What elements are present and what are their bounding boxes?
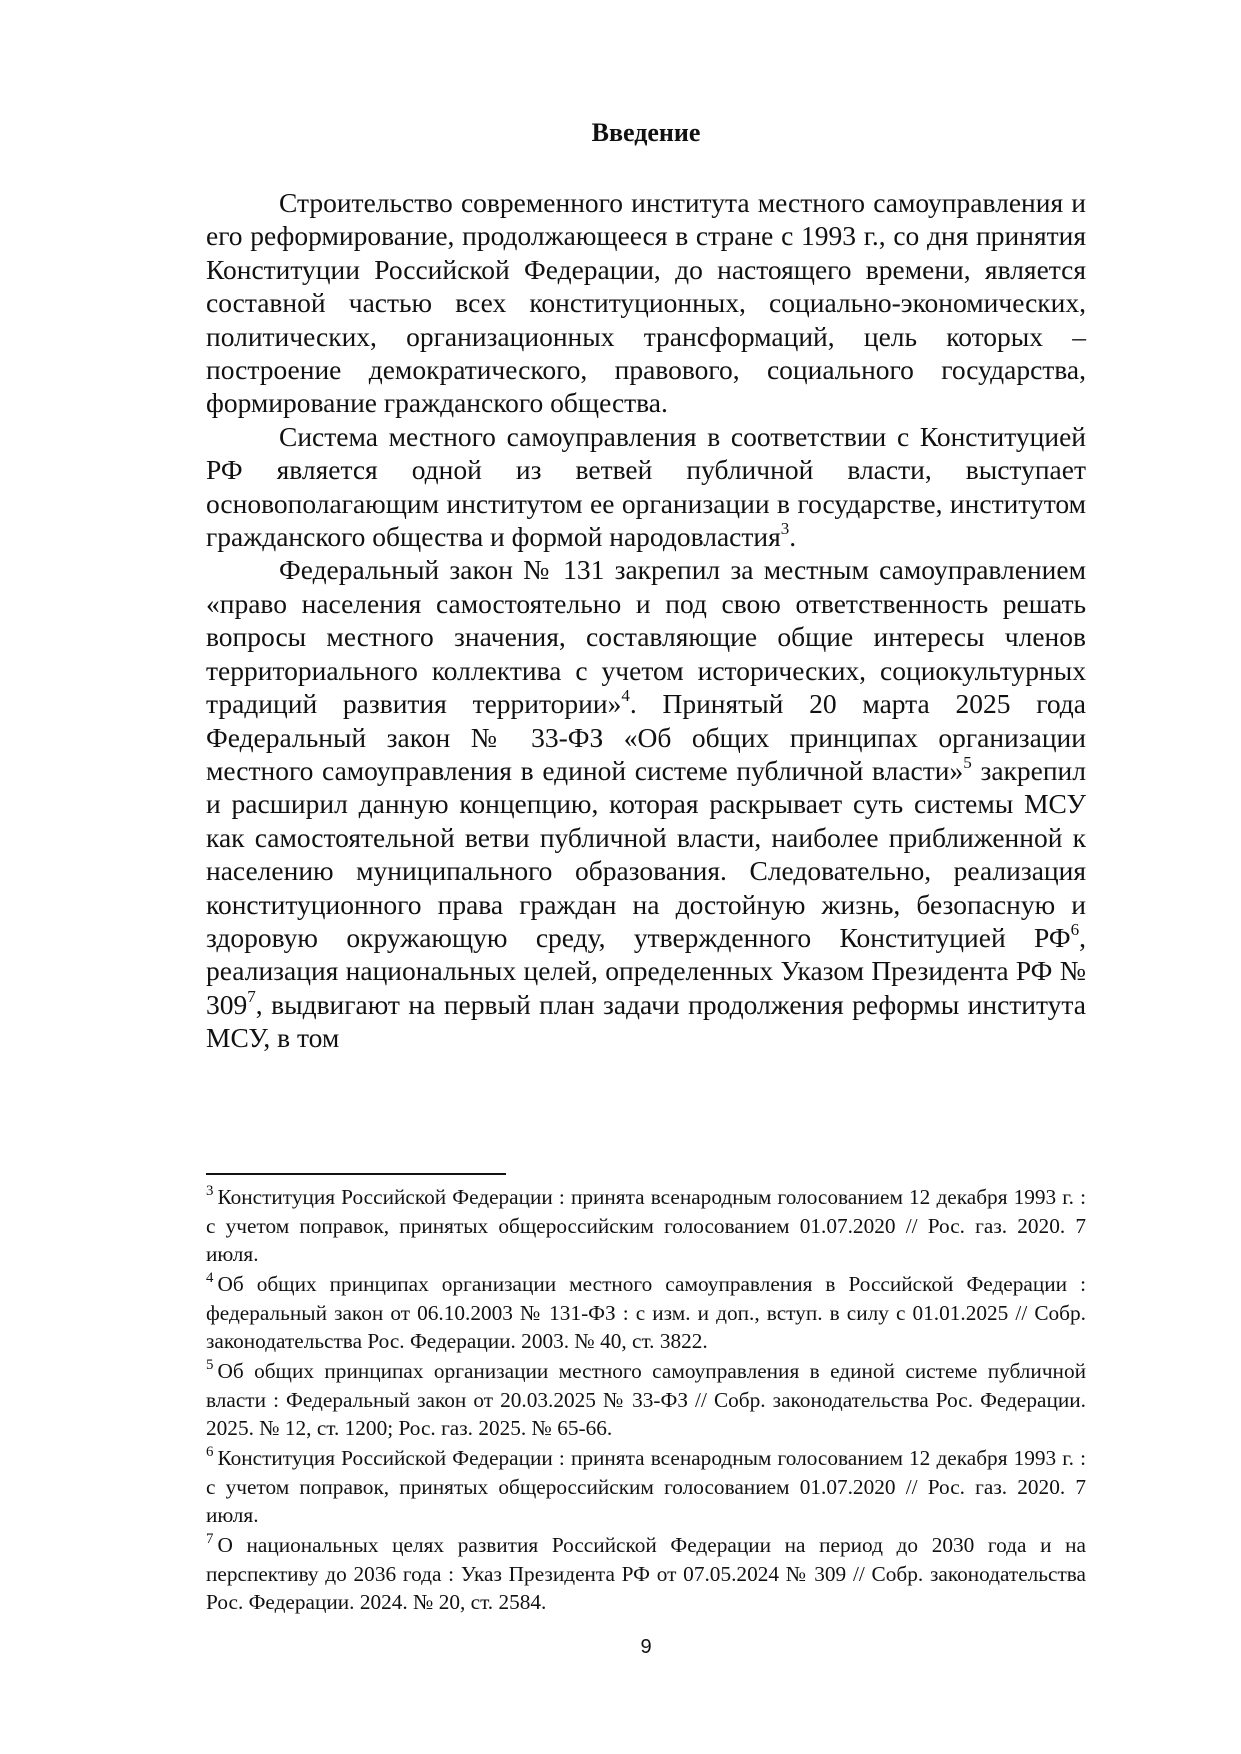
footnotes	[206, 1183, 1086, 1618]
footnote-number: 6	[206, 1443, 214, 1460]
footnote-7	[206, 1531, 1086, 1617]
footnote-6	[206, 1444, 1086, 1530]
footnote-number: 3	[206, 1182, 214, 1199]
footnote-text: О национальных целях развития Российской Федерации на период до 2030 года и на перспективу до 2036 года : Указ Президента РФ от 07.05.2024 № 309 // Собр. законодательства Рос. Федерации. 2024. № 20, ст. 2584.	[206, 1533, 1086, 1614]
footnote-text: Конституция Российской Федерации : принята всенародным голосованием 12 декабря 1993 г. : с учетом поправок, принятых общероссийским голосованием 01.07.2020 // Рос. газ. 2020. 7 июля.	[206, 1446, 1086, 1527]
footnote-text: Конституция Российской Федерации : принята всенародным голосованием 12 декабря 1993 г. : с учетом поправок, принятых общероссийским голосованием 01.07.2020 // Рос. газ. 2020. 7 июля.	[206, 1185, 1086, 1266]
footnote-ref-4: 4	[621, 685, 630, 705]
footnote-text: Об общих принципах организации местного самоуправления в Российской Федерации : федеральный закон от 06.10.2003 № 131-ФЗ : с изм. и доп., вступ. в силу с 01.01.2025 // Собр. законодательства Рос. Федерации. 2003. № 40, ст. 3822.	[206, 1272, 1086, 1353]
paragraph-3-text-a: Федеральный закон № 131 закрепил за местным самоуправлением «право населения самостоятельно и под свою ответственность решать вопросы местного значения, составляющие общие интересы членов территориального коллектива с учетом исторических, социокультурных традиций развития территории»	[206, 554, 1086, 720]
footnote-number: 5	[206, 1356, 214, 1373]
paragraph-2-text-a: Система местного самоуправления в соответствии с Конституцией РФ является одной из ветвей публичной власти, выступает основополагающим институтом ее организации в государстве, институтом гражданского общества и формой народовластия	[206, 420, 1086, 553]
paragraph-3-text-e: , выдвигают на первый план задачи продолжения реформы института МСУ, в том	[206, 988, 1086, 1054]
footnote-ref-3: 3	[780, 518, 790, 538]
paragraph-2	[206, 420, 1086, 554]
footnote-number: 7	[206, 1530, 214, 1547]
section-heading: Введение	[591, 118, 701, 147]
footnote-ref-5: 5	[963, 752, 972, 772]
footnote-number: 4	[206, 1269, 214, 1286]
paragraph-3-text-b: . Принятый 20 марта 2025 года Федеральный закон № 33-ФЗ «Об общих принципах организации местного самоуправления в единой системе публичной власти»	[206, 688, 1086, 786]
paragraph-3	[206, 553, 1086, 1054]
footnote-4	[206, 1270, 1086, 1356]
body-text	[206, 186, 1086, 1055]
document-page	[206, 0, 1086, 1754]
footnote-ref-6: 6	[1070, 919, 1080, 939]
paragraph-3-text-c: закрепил и расширил данную концепцию, которая раскрывает суть системы МСУ как самостоятельной ветви публичной власти, наиболее приближенной к населению муниципального образования. Следовательно, реализация конституционного права граждан на достойную жизнь, безопасную и здоровую окружающую среду, утвержденного Конституцией РФ	[206, 754, 1086, 953]
footnote-ref-7: 7	[247, 986, 256, 1006]
page-number: 9	[640, 1636, 652, 1658]
paragraph-2-text-b: .	[789, 521, 797, 553]
footnote-3	[206, 1183, 1086, 1269]
footnote-separator	[206, 1173, 506, 1175]
paragraph-3-text-d: , реализация национальных целей, определенных Указом Президента РФ № 309	[206, 921, 1086, 1020]
footnote-text: Об общих принципах организации местного самоуправления в единой системе публичной власти : Федеральный закон от 20.03.2025 № 33-ФЗ // Собр. законодательства Рос. Федерации. 2025. № 12, ст. 1200; Рос. газ. 2025. № 65-66.	[206, 1359, 1086, 1440]
footnote-5	[206, 1357, 1086, 1443]
paragraph-1	[206, 186, 1086, 420]
paragraph-1-text: Строительство современного института местного самоуправления и его реформирование, продолжающееся в стране с 1993 г., со дня принятия Конституции Российской Федерации, до настоящего времени, является составной частью всех конституционных, социально-экономических, политических, организационных трансформаций, цель которых – построение демократического, правового, социального государства, формирование гражданского общества.	[206, 187, 1086, 419]
